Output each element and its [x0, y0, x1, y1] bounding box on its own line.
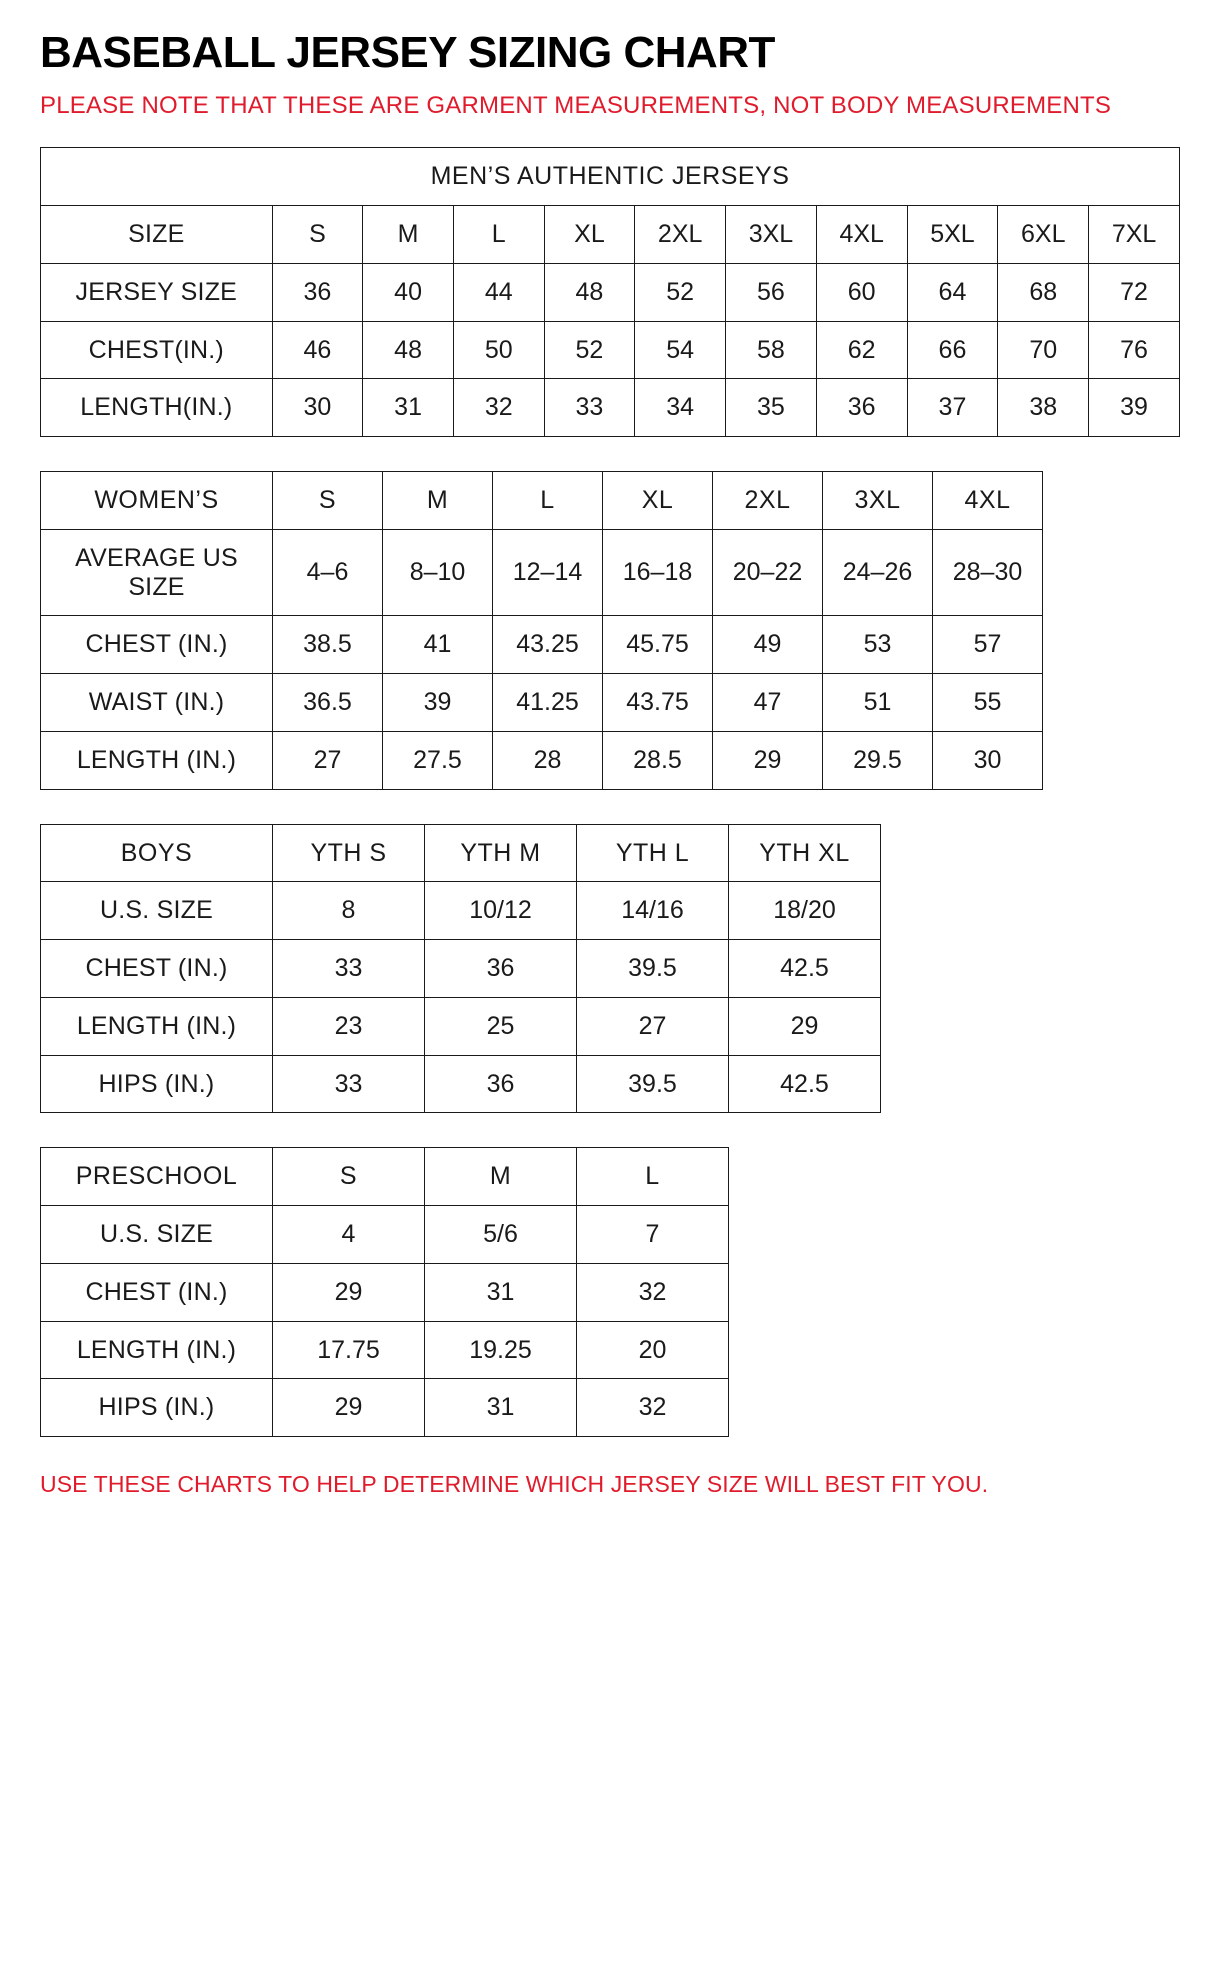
table-cell: 48 — [544, 263, 635, 321]
table-cell: 29 — [273, 1263, 425, 1321]
mens-sizing-table — [40, 147, 1180, 437]
table-row — [41, 940, 881, 998]
table-cell: 12–14 — [493, 529, 603, 616]
row-label: LENGTH (IN.) — [41, 1321, 273, 1379]
mens-size-cell: 4XL — [816, 206, 907, 264]
table-cell: 47 — [713, 674, 823, 732]
mens-size-cell: 2XL — [635, 206, 726, 264]
table-row — [41, 379, 1180, 437]
table-row — [41, 731, 1043, 789]
table-cell: 44 — [453, 263, 544, 321]
table-cell: 18/20 — [729, 882, 881, 940]
preschool-size-cell: L — [577, 1148, 729, 1206]
table-cell: 55 — [933, 674, 1043, 732]
mens-size-cell: 7XL — [1089, 206, 1180, 264]
table-cell: 39.5 — [577, 1055, 729, 1113]
table-cell: 14/16 — [577, 882, 729, 940]
table-cell: 29 — [713, 731, 823, 789]
table-cell: 68 — [998, 263, 1089, 321]
womens-label: WOMEN’S — [41, 472, 273, 530]
table-cell: 30 — [272, 379, 363, 437]
table-cell: 33 — [273, 1055, 425, 1113]
table-cell: 27 — [577, 997, 729, 1055]
table-cell: 48 — [363, 321, 454, 379]
mens-size-label: SIZE — [41, 206, 273, 264]
table-cell: 62 — [816, 321, 907, 379]
womens-size-cell: L — [493, 472, 603, 530]
mens-banner-label: MEN’S AUTHENTIC JERSEYS — [41, 148, 1180, 206]
row-label: U.S. SIZE — [41, 1206, 273, 1264]
mens-size-header-row — [41, 206, 1180, 264]
table-cell: 45.75 — [603, 616, 713, 674]
table-row — [41, 674, 1043, 732]
womens-size-cell: S — [273, 472, 383, 530]
table-cell: 38.5 — [273, 616, 383, 674]
table-cell: 10/12 — [425, 882, 577, 940]
womens-size-cell: 2XL — [713, 472, 823, 530]
row-label: CHEST (IN.) — [41, 940, 273, 998]
table-cell: 51 — [823, 674, 933, 732]
womens-size-cell: M — [383, 472, 493, 530]
mens-size-cell: 5XL — [907, 206, 998, 264]
table-cell: 8–10 — [383, 529, 493, 616]
table-cell: 42.5 — [729, 940, 881, 998]
boys-size-cell: YTH L — [577, 824, 729, 882]
footer-note: USE THESE CHARTS TO HELP DETERMINE WHICH JERSEY SIZE WILL BEST FIT YOU. — [40, 1471, 989, 1498]
table-cell: 43.75 — [603, 674, 713, 732]
table-cell: 50 — [453, 321, 544, 379]
row-label: HIPS (IN.) — [41, 1379, 273, 1437]
table-cell: 4–6 — [273, 529, 383, 616]
measurement-note: PLEASE NOTE THAT THESE ARE GARMENT MEASUREMENTS, NOT BODY MEASUREMENTS — [40, 92, 1112, 120]
table-cell: 49 — [713, 616, 823, 674]
table-row — [41, 529, 1043, 616]
row-label: LENGTH(IN.) — [41, 379, 273, 437]
womens-size-cell: 3XL — [823, 472, 933, 530]
table-cell: 56 — [726, 263, 817, 321]
preschool-label: PRESCHOOL — [41, 1148, 273, 1206]
table-cell: 54 — [635, 321, 726, 379]
row-label: HIPS (IN.) — [41, 1055, 273, 1113]
mens-size-cell: S — [272, 206, 363, 264]
table-cell: 36 — [425, 940, 577, 998]
table-cell: 8 — [273, 882, 425, 940]
boys-size-cell: YTH S — [273, 824, 425, 882]
table-cell: 29 — [273, 1379, 425, 1437]
table-cell: 43.25 — [493, 616, 603, 674]
row-label: CHEST (IN.) — [41, 616, 273, 674]
mens-size-cell: XL — [544, 206, 635, 264]
table-cell: 36.5 — [273, 674, 383, 732]
table-cell: 30 — [933, 731, 1043, 789]
table-cell: 35 — [726, 379, 817, 437]
row-label: WAIST (IN.) — [41, 674, 273, 732]
table-cell: 41 — [383, 616, 493, 674]
table-row — [41, 616, 1043, 674]
table-cell: 66 — [907, 321, 998, 379]
preschool-sizing-table — [40, 1147, 729, 1437]
table-cell: 29.5 — [823, 731, 933, 789]
table-cell: 24–26 — [823, 529, 933, 616]
table-cell: 60 — [816, 263, 907, 321]
boys-header-row — [41, 824, 881, 882]
table-cell: 72 — [1089, 263, 1180, 321]
table-cell: 40 — [363, 263, 454, 321]
row-label: U.S. SIZE — [41, 882, 273, 940]
table-cell: 37 — [907, 379, 998, 437]
table-cell: 28.5 — [603, 731, 713, 789]
row-label: CHEST(IN.) — [41, 321, 273, 379]
table-cell: 52 — [544, 321, 635, 379]
mens-size-cell: 6XL — [998, 206, 1089, 264]
table-cell: 5/6 — [425, 1206, 577, 1264]
row-label: LENGTH (IN.) — [41, 997, 273, 1055]
table-cell: 19.25 — [425, 1321, 577, 1379]
table-row — [41, 997, 881, 1055]
table-cell: 32 — [577, 1379, 729, 1437]
table-cell: 7 — [577, 1206, 729, 1264]
table-cell: 16–18 — [603, 529, 713, 616]
table-cell: 36 — [272, 263, 363, 321]
row-label: AVERAGE US SIZE — [41, 529, 273, 616]
table-cell: 36 — [816, 379, 907, 437]
table-row — [41, 321, 1180, 379]
page-title: BASEBALL JERSEY SIZING CHART — [40, 28, 775, 77]
table-cell: 38 — [998, 379, 1089, 437]
table-cell: 70 — [998, 321, 1089, 379]
table-cell: 17.75 — [273, 1321, 425, 1379]
table-cell: 46 — [272, 321, 363, 379]
table-row — [41, 1379, 729, 1437]
mens-size-cell: 3XL — [726, 206, 817, 264]
row-label: CHEST (IN.) — [41, 1263, 273, 1321]
boys-sizing-table — [40, 824, 881, 1114]
row-label: JERSEY SIZE — [41, 263, 273, 321]
table-cell: 27.5 — [383, 731, 493, 789]
preschool-size-cell: M — [425, 1148, 577, 1206]
table-cell: 58 — [726, 321, 817, 379]
table-cell: 31 — [363, 379, 454, 437]
mens-size-cell: M — [363, 206, 454, 264]
womens-size-cell: 4XL — [933, 472, 1043, 530]
table-cell: 20–22 — [713, 529, 823, 616]
table-row — [41, 882, 881, 940]
table-cell: 31 — [425, 1379, 577, 1437]
table-cell: 57 — [933, 616, 1043, 674]
table-cell: 39.5 — [577, 940, 729, 998]
mens-banner-row — [41, 148, 1180, 206]
table-row — [41, 1055, 881, 1113]
table-row — [41, 1263, 729, 1321]
table-cell: 33 — [273, 940, 425, 998]
table-cell: 32 — [577, 1263, 729, 1321]
table-cell: 52 — [635, 263, 726, 321]
table-cell: 27 — [273, 731, 383, 789]
table-cell: 34 — [635, 379, 726, 437]
mens-size-cell: L — [453, 206, 544, 264]
table-cell: 76 — [1089, 321, 1180, 379]
table-cell: 28–30 — [933, 529, 1043, 616]
table-row — [41, 1321, 729, 1379]
womens-size-cell: XL — [603, 472, 713, 530]
womens-header-row — [41, 472, 1043, 530]
preschool-header-row — [41, 1148, 729, 1206]
table-cell: 23 — [273, 997, 425, 1055]
table-cell: 20 — [577, 1321, 729, 1379]
table-cell: 39 — [383, 674, 493, 732]
table-cell: 53 — [823, 616, 933, 674]
table-cell: 64 — [907, 263, 998, 321]
table-row — [41, 263, 1180, 321]
table-cell: 25 — [425, 997, 577, 1055]
table-cell: 28 — [493, 731, 603, 789]
table-cell: 31 — [425, 1263, 577, 1321]
womens-sizing-table — [40, 471, 1043, 790]
table-cell: 32 — [453, 379, 544, 437]
table-cell: 29 — [729, 997, 881, 1055]
preschool-size-cell: S — [273, 1148, 425, 1206]
boys-label: BOYS — [41, 824, 273, 882]
boys-size-cell: YTH M — [425, 824, 577, 882]
table-cell: 36 — [425, 1055, 577, 1113]
table-row — [41, 1206, 729, 1264]
table-cell: 39 — [1089, 379, 1180, 437]
row-label: LENGTH (IN.) — [41, 731, 273, 789]
table-cell: 41.25 — [493, 674, 603, 732]
boys-size-cell: YTH XL — [729, 824, 881, 882]
table-cell: 33 — [544, 379, 635, 437]
table-cell: 42.5 — [729, 1055, 881, 1113]
table-cell: 4 — [273, 1206, 425, 1264]
